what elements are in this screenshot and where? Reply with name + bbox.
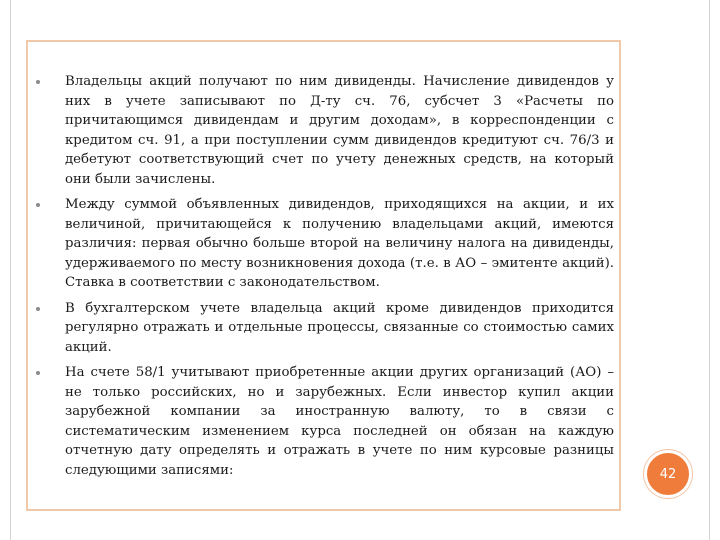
bullet-icon xyxy=(36,307,40,311)
paragraph-text-1: Владельцы акций получают по ним дивиденды. Начисление дивидендов у них в учете записывают по Д-ту сч. 76, субсчет 3 «Расчеты по причитающимся дивидендам и другим доходам», в корреспонденции с кредитом сч. 91, а при поступлении сумм дивидендов кредитуют сч. 76/3 и дебетуют соответствующий счет по учету денежных средств, на который они были зачислены. xyxy=(65,74,614,187)
bullet-list xyxy=(36,72,614,486)
paragraph-text-3: В бухгалтерском учете владельца акций кроме дивидендов приходится регулярно отражать и отдельные процессы, связанные со стоимостью самих акций. xyxy=(65,300,614,355)
bullet-paragraph-3 xyxy=(36,299,614,358)
left-edge-line xyxy=(10,0,11,540)
bullet-icon xyxy=(36,80,40,84)
bullet-icon xyxy=(36,371,40,375)
bullet-paragraph-1 xyxy=(36,72,614,189)
bullet-paragraph-4 xyxy=(36,363,614,480)
bullet-icon xyxy=(36,203,40,207)
page-number-badge xyxy=(644,450,692,498)
paragraph-text-2: Между суммой объявленных дивидендов, приходящихся на акции, и их величиной, причитающейся к получению владельцами акций, имеются различия: первая обычно больше второй на величину налога на дивиденды, удерживаемого по месту возникновения дохода (т.е. в АО – эмитенте акций). Ставка в соответствии с законодательством. xyxy=(65,197,614,290)
paragraph-text-4: На счете 58/1 учитывают приобретенные акции других организаций (АО) – не только российских, но и зарубежных. Если инвестор купил акции зарубежной компании за иностранную валюту, то в связи с систематическим изменением курса последней он обязан на каждую отчетную дату определять и отражать в учете по ним курсовые разницы следующими записями: xyxy=(65,365,614,478)
right-edge-line xyxy=(709,0,710,540)
page-number: 42 xyxy=(659,466,677,482)
bullet-paragraph-2 xyxy=(36,195,614,293)
